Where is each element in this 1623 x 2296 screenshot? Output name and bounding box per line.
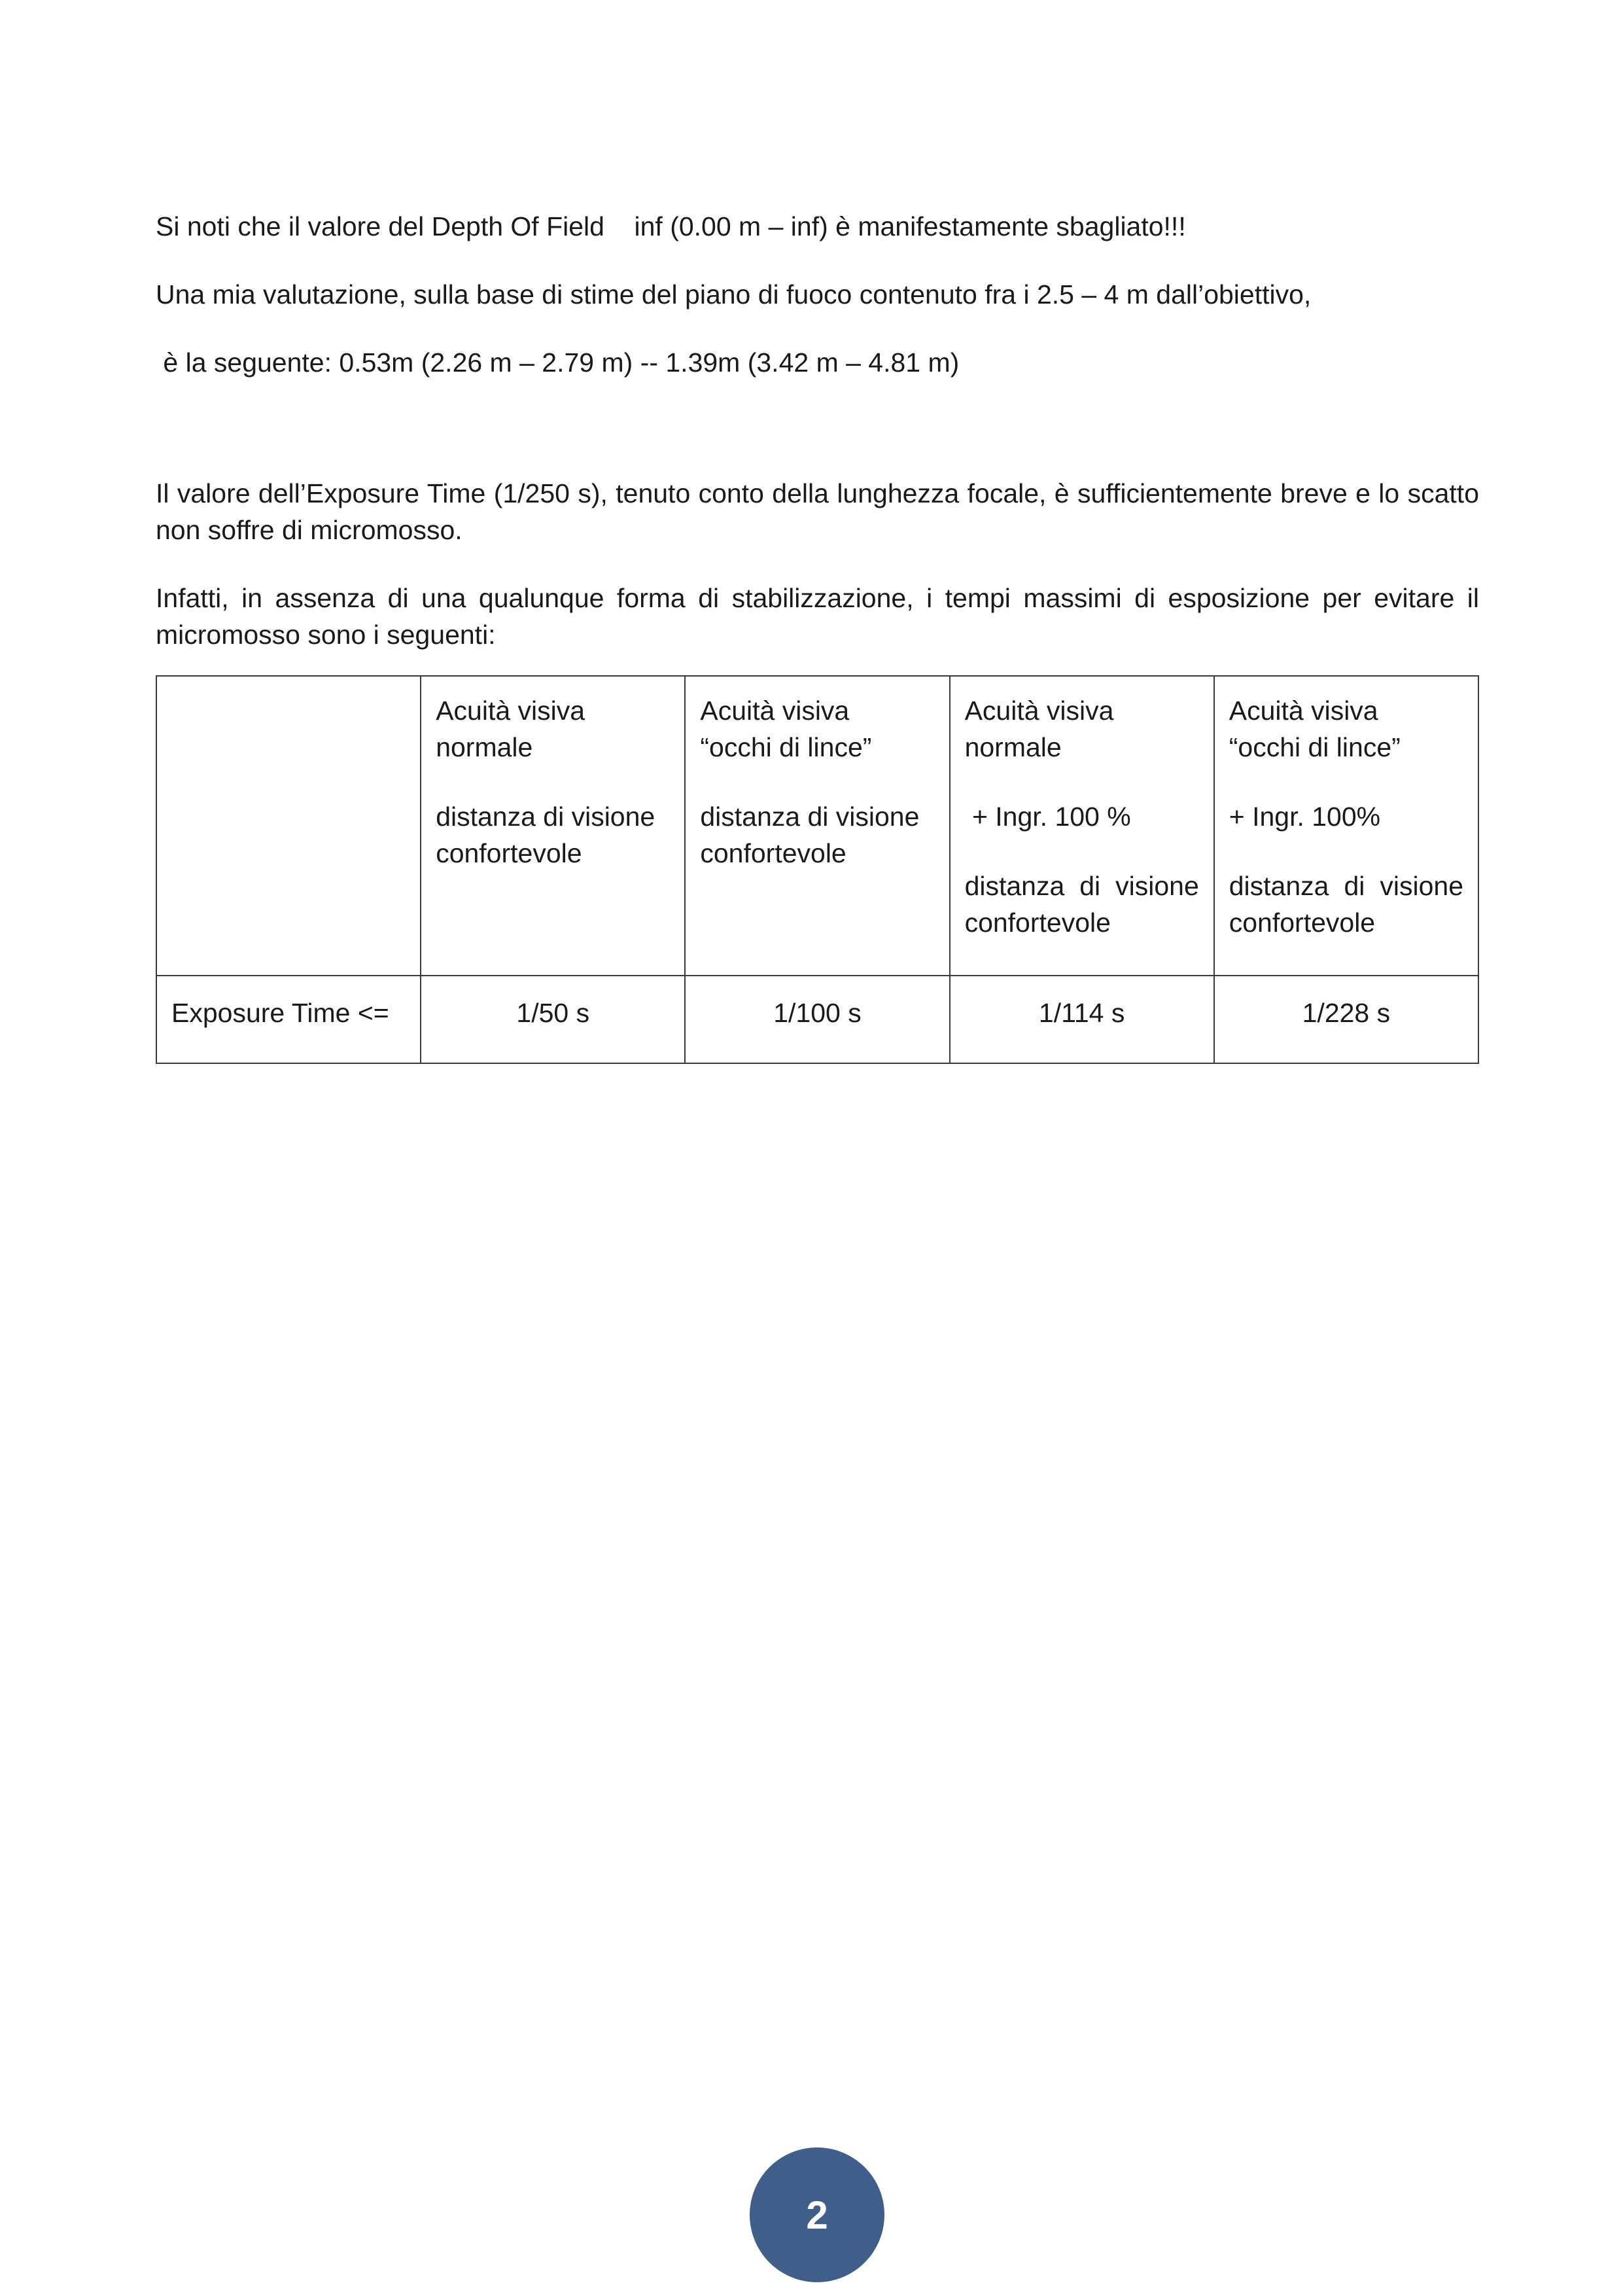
- header-line: distanza di visione: [964, 871, 1199, 901]
- header-line: distanza di visione: [436, 802, 655, 832]
- value-cell: 1/100 s: [685, 976, 949, 1063]
- header-line: distanza di visione: [700, 802, 920, 832]
- header-line: distanza di visione: [1229, 871, 1463, 901]
- header-line: “occhi di lince”: [1229, 732, 1401, 762]
- header-line: normale: [964, 732, 1062, 762]
- page-number-badge: [750, 2147, 884, 2282]
- table-header-row: [156, 676, 1478, 976]
- value-cell: 1/228 s: [1214, 976, 1478, 1063]
- table-header-cell: [950, 676, 1214, 976]
- paragraph-exposure-time: Il valore dell’Exposure Time (1/250 s), tenuto conto della lunghezza focale, è sufficientemente breve e lo scatto non soffre di micromosso.: [156, 478, 1479, 545]
- header-line: Acuità visiva: [700, 696, 850, 726]
- header-line: confortevole: [1229, 908, 1376, 938]
- header-line: normale: [436, 732, 533, 762]
- page-number: 2: [806, 2193, 828, 2237]
- header-line: + Ingr. 100%: [1229, 802, 1381, 832]
- table-corner-cell: [156, 676, 421, 976]
- table-row: [156, 976, 1478, 1063]
- header-line: Acuità visiva: [1229, 696, 1378, 726]
- header-line: Acuità visiva: [964, 696, 1114, 726]
- header-line: + Ingr. 100 %: [964, 802, 1131, 832]
- header-line: confortevole: [436, 838, 582, 868]
- header-line: confortevole: [964, 908, 1111, 938]
- table-header-cell: [685, 676, 949, 976]
- row-label-cell: Exposure Time <=: [156, 976, 421, 1063]
- value-cell: 1/50 s: [421, 976, 685, 1063]
- table-header-cell: [1214, 676, 1478, 976]
- paragraph-depth-of-field: Si noti che il valore del Depth Of Field inf (0.00 m – inf) è manifestamente sbagliato!!!: [156, 211, 1186, 241]
- page-content: [156, 208, 1479, 1064]
- paragraph-stabilization: Infatti, in assenza di una qualunque forma di stabilizzazione, i tempi massimi di esposizione per evitare il micromosso sono i seguenti:: [156, 583, 1479, 650]
- exposure-table: [156, 675, 1479, 1064]
- header-line: confortevole: [700, 838, 846, 868]
- table-header-cell: [421, 676, 685, 976]
- header-line: Acuità visiva: [436, 696, 585, 726]
- value-cell: 1/114 s: [950, 976, 1214, 1063]
- paragraph-evaluation: Una mia valutazione, sulla base di stime del piano di fuoco contenuto fra i 2.5 – 4 m dall’obiettivo,: [156, 279, 1312, 309]
- paragraph-dof-values: è la seguente: 0.53m (2.26 m – 2.79 m) -- 1.39m (3.42 m – 4.81 m): [156, 347, 960, 378]
- header-line: “occhi di lince”: [700, 732, 872, 762]
